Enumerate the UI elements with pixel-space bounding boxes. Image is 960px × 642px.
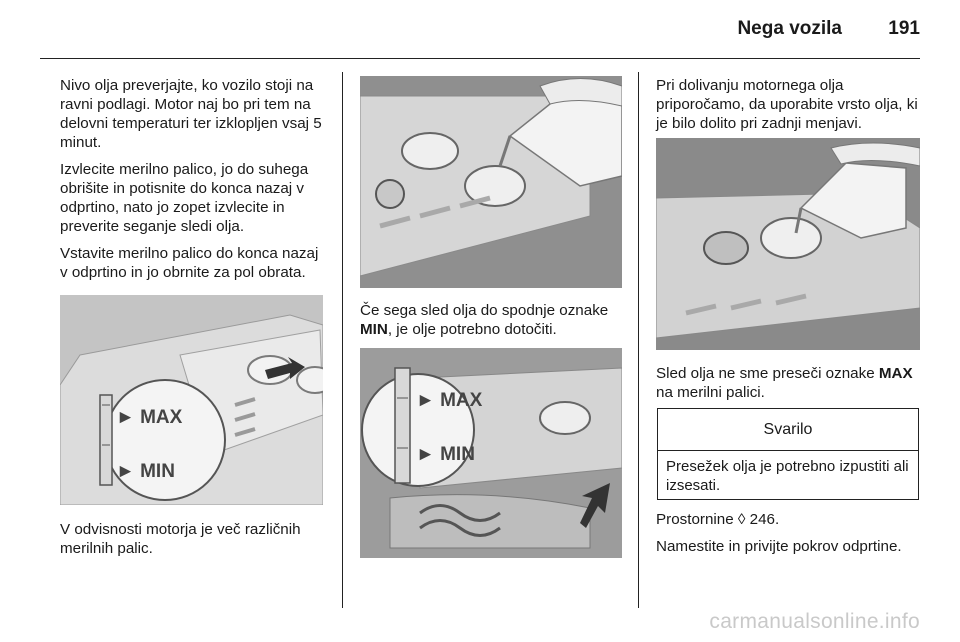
watermark: carmanualsonline.info (709, 610, 920, 633)
max-keyword: MAX (878, 365, 913, 382)
header-rule (40, 58, 920, 59)
paragraph-oil-type: Pri dolivanju motornega olja priporočamo, da uporabite vrsto olja, ki je bilo dolito pri zadnji menjavi. (656, 77, 918, 132)
paragraph-pull-dipstick: Izvlecite merilno palico, jo do suhega obrišite in potisnite do konca nazaj v odprtino, nato jo zopet izvlecite in preverite seganje sledi olja. (60, 161, 309, 235)
column-3-bottom (656, 510, 922, 564)
engine-dipstick-illustration-2 (360, 348, 622, 558)
column-divider-1 (342, 72, 343, 608)
warning-text: Presežek olja je potrebno izpustiti ali izsesati. (666, 458, 909, 494)
capacities-suffix: 246. (745, 511, 780, 528)
min-text-suffix: , je olje potrebno dotočiti. (387, 321, 557, 338)
max-label-2: ► MAX (416, 390, 483, 411)
engine-dipstick-illustration (60, 295, 323, 505)
paragraph-cap-fit: Namestite in privijte pokrov odprtine. (656, 538, 902, 555)
max-text-prefix: Sled olja ne sme preseči oznake (656, 365, 879, 382)
min-label-2: ► MIN (416, 444, 475, 465)
paragraph-dipstick-variants: V odvisnosti motorja je več različnih merilnih palic. (60, 521, 301, 557)
column-1-bottom (60, 520, 326, 566)
capacities-prefix: Prostornine (656, 511, 738, 528)
max-label: ► MAX (116, 407, 183, 428)
page-number: 191 (888, 18, 920, 39)
paragraph-min-mark (360, 301, 624, 339)
oil-pouring-illustration (360, 76, 622, 288)
section-title: Nega vozila (737, 18, 842, 39)
oil-filling-figure-2 (656, 138, 920, 350)
paragraph-check-oil: Nivo olja preverjajte, ko vozilo stoji na ravni podlagi. Motor naj bo pri tem na delovni temperaturi ter izklopljen vsaj 5 minut. (60, 77, 322, 151)
column-3-mid (656, 364, 922, 410)
min-keyword: MIN (360, 321, 388, 338)
warning-title: Svarilo (658, 409, 918, 451)
dipstick-figure-2 (360, 348, 622, 558)
column-1 (60, 76, 326, 290)
oil-filling-figure-1 (360, 76, 622, 288)
column-3 (656, 76, 922, 141)
paragraph-insert-dipstick: Vstavite merilno palico do konca nazaj v odprtino in jo obrnite za pol obrata. (60, 245, 319, 281)
column-2 (360, 301, 624, 347)
paragraph-capacities (656, 510, 922, 529)
dipstick-figure-1 (60, 295, 323, 505)
oil-pouring-illustration-2 (656, 138, 920, 350)
warning-box (657, 408, 919, 500)
min-text-prefix: Če sega sled olja do spodnje oznake (360, 302, 609, 319)
page-header (0, 0, 960, 60)
max-text-suffix: na merilni palici. (656, 384, 765, 401)
min-label: ► MIN (116, 461, 175, 482)
paragraph-max-mark (656, 364, 922, 402)
page-reference-icon: ◊ (737, 511, 746, 528)
column-divider-2 (638, 72, 639, 608)
